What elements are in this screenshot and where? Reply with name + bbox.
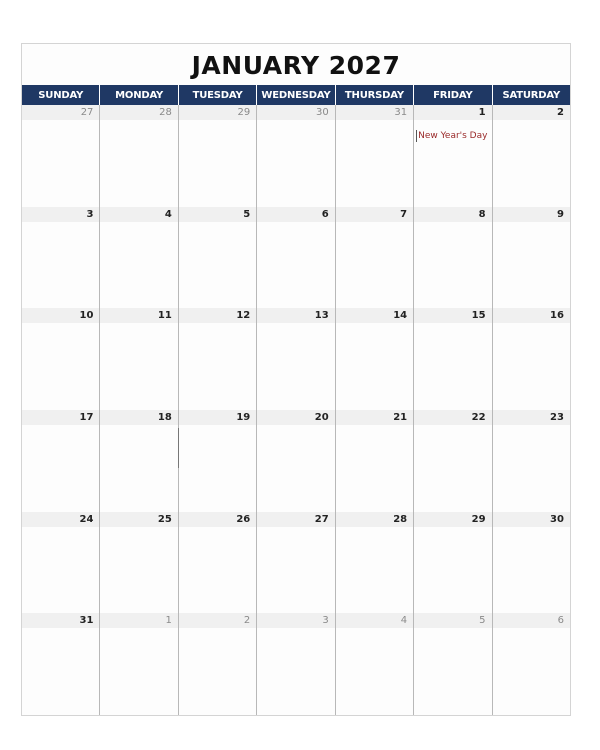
day-number: 9 [493, 207, 570, 222]
weekday-monday: MONDAY [99, 85, 177, 105]
day-number: 10 [22, 308, 99, 323]
day-cell[interactable] [22, 613, 99, 715]
day-cell[interactable] [99, 207, 177, 309]
day-cell[interactable] [413, 410, 491, 512]
day-cell[interactable] [492, 410, 570, 512]
day-cell[interactable] [413, 105, 491, 207]
day-number: 6 [257, 207, 334, 222]
day-cell[interactable] [256, 308, 334, 410]
day-number: 15 [414, 308, 491, 323]
day-cell[interactable] [256, 207, 334, 309]
day-number: 8 [414, 207, 491, 222]
weekday-saturday: SATURDAY [492, 85, 570, 105]
day-number: 28 [336, 512, 413, 527]
day-cell[interactable] [99, 105, 177, 207]
day-cell[interactable] [413, 512, 491, 614]
day-cell[interactable] [335, 207, 413, 309]
day-number: 19 [179, 410, 256, 425]
day-cell[interactable] [178, 308, 256, 410]
day-number: 21 [336, 410, 413, 425]
day-cell[interactable] [22, 512, 99, 614]
day-number: 17 [22, 410, 99, 425]
day-number: 14 [336, 308, 413, 323]
day-cell[interactable] [335, 410, 413, 512]
day-number: 2 [493, 105, 570, 120]
day-cell[interactable] [256, 105, 334, 207]
day-number: 5 [179, 207, 256, 222]
weekday-tuesday: TUESDAY [178, 85, 256, 105]
day-number: 1 [414, 105, 491, 120]
day-cell[interactable] [178, 207, 256, 309]
day-number: 27 [257, 512, 334, 527]
day-cell[interactable] [178, 105, 256, 207]
day-cell[interactable] [256, 613, 334, 715]
week-row [22, 105, 570, 207]
day-number: 11 [100, 308, 177, 323]
day-number: 7 [336, 207, 413, 222]
day-number: 16 [493, 308, 570, 323]
day-number: 28 [100, 105, 177, 120]
day-number: 5 [414, 613, 491, 628]
day-number: 23 [493, 410, 570, 425]
week-row [22, 308, 570, 410]
day-number: 30 [257, 105, 334, 120]
weekday-friday: FRIDAY [413, 85, 491, 105]
day-number: 4 [336, 613, 413, 628]
week-row [22, 410, 570, 512]
day-number: 22 [414, 410, 491, 425]
day-cell[interactable] [99, 308, 177, 410]
day-number: 12 [179, 308, 256, 323]
day-cell[interactable] [335, 512, 413, 614]
day-number: 29 [414, 512, 491, 527]
day-number: 1 [100, 613, 177, 628]
day-number: 18 [100, 410, 177, 425]
day-cell[interactable] [178, 410, 256, 512]
event-new-years-day[interactable]: New Year's Day [418, 131, 488, 141]
weekday-wednesday: WEDNESDAY [256, 85, 334, 105]
day-number: 29 [179, 105, 256, 120]
day-cell[interactable] [99, 613, 177, 715]
cell-cursor-marker [178, 428, 179, 468]
day-number: 30 [493, 512, 570, 527]
day-cell[interactable] [22, 207, 99, 309]
day-cell[interactable] [22, 308, 99, 410]
day-number: 26 [179, 512, 256, 527]
day-number: 13 [257, 308, 334, 323]
calendar-title: JANUARY 2027 [191, 51, 401, 80]
day-cell[interactable] [99, 512, 177, 614]
day-cell[interactable] [492, 207, 570, 309]
day-cell[interactable] [492, 613, 570, 715]
day-number: 6 [493, 613, 570, 628]
week-row [22, 207, 570, 309]
day-cell[interactable] [178, 613, 256, 715]
day-cell[interactable] [22, 410, 99, 512]
day-cell[interactable] [492, 308, 570, 410]
day-number: 24 [22, 512, 99, 527]
calendar-page [21, 43, 571, 716]
week-row [22, 613, 570, 715]
day-cell[interactable] [335, 308, 413, 410]
day-cell[interactable] [335, 613, 413, 715]
day-cell[interactable] [256, 410, 334, 512]
day-number: 31 [336, 105, 413, 120]
day-cell[interactable] [22, 105, 99, 207]
day-cell[interactable] [335, 105, 413, 207]
day-number: 31 [22, 613, 99, 628]
day-number: 2 [179, 613, 256, 628]
weekday-header [22, 85, 570, 105]
day-cell[interactable] [413, 613, 491, 715]
day-cell[interactable] [256, 512, 334, 614]
day-number: 25 [100, 512, 177, 527]
day-cell[interactable] [413, 207, 491, 309]
day-number: 3 [257, 613, 334, 628]
day-cell[interactable] [492, 512, 570, 614]
day-cell[interactable] [178, 512, 256, 614]
day-number: 27 [22, 105, 99, 120]
day-cell[interactable] [99, 410, 177, 512]
calendar-grid [22, 105, 570, 715]
week-row [22, 512, 570, 614]
day-number: 20 [257, 410, 334, 425]
day-number: 3 [22, 207, 99, 222]
weekday-thursday: THURSDAY [335, 85, 413, 105]
weekday-sunday: SUNDAY [38, 90, 84, 101]
day-number: 4 [100, 207, 177, 222]
day-cell[interactable] [492, 105, 570, 207]
day-cell[interactable] [413, 308, 491, 410]
